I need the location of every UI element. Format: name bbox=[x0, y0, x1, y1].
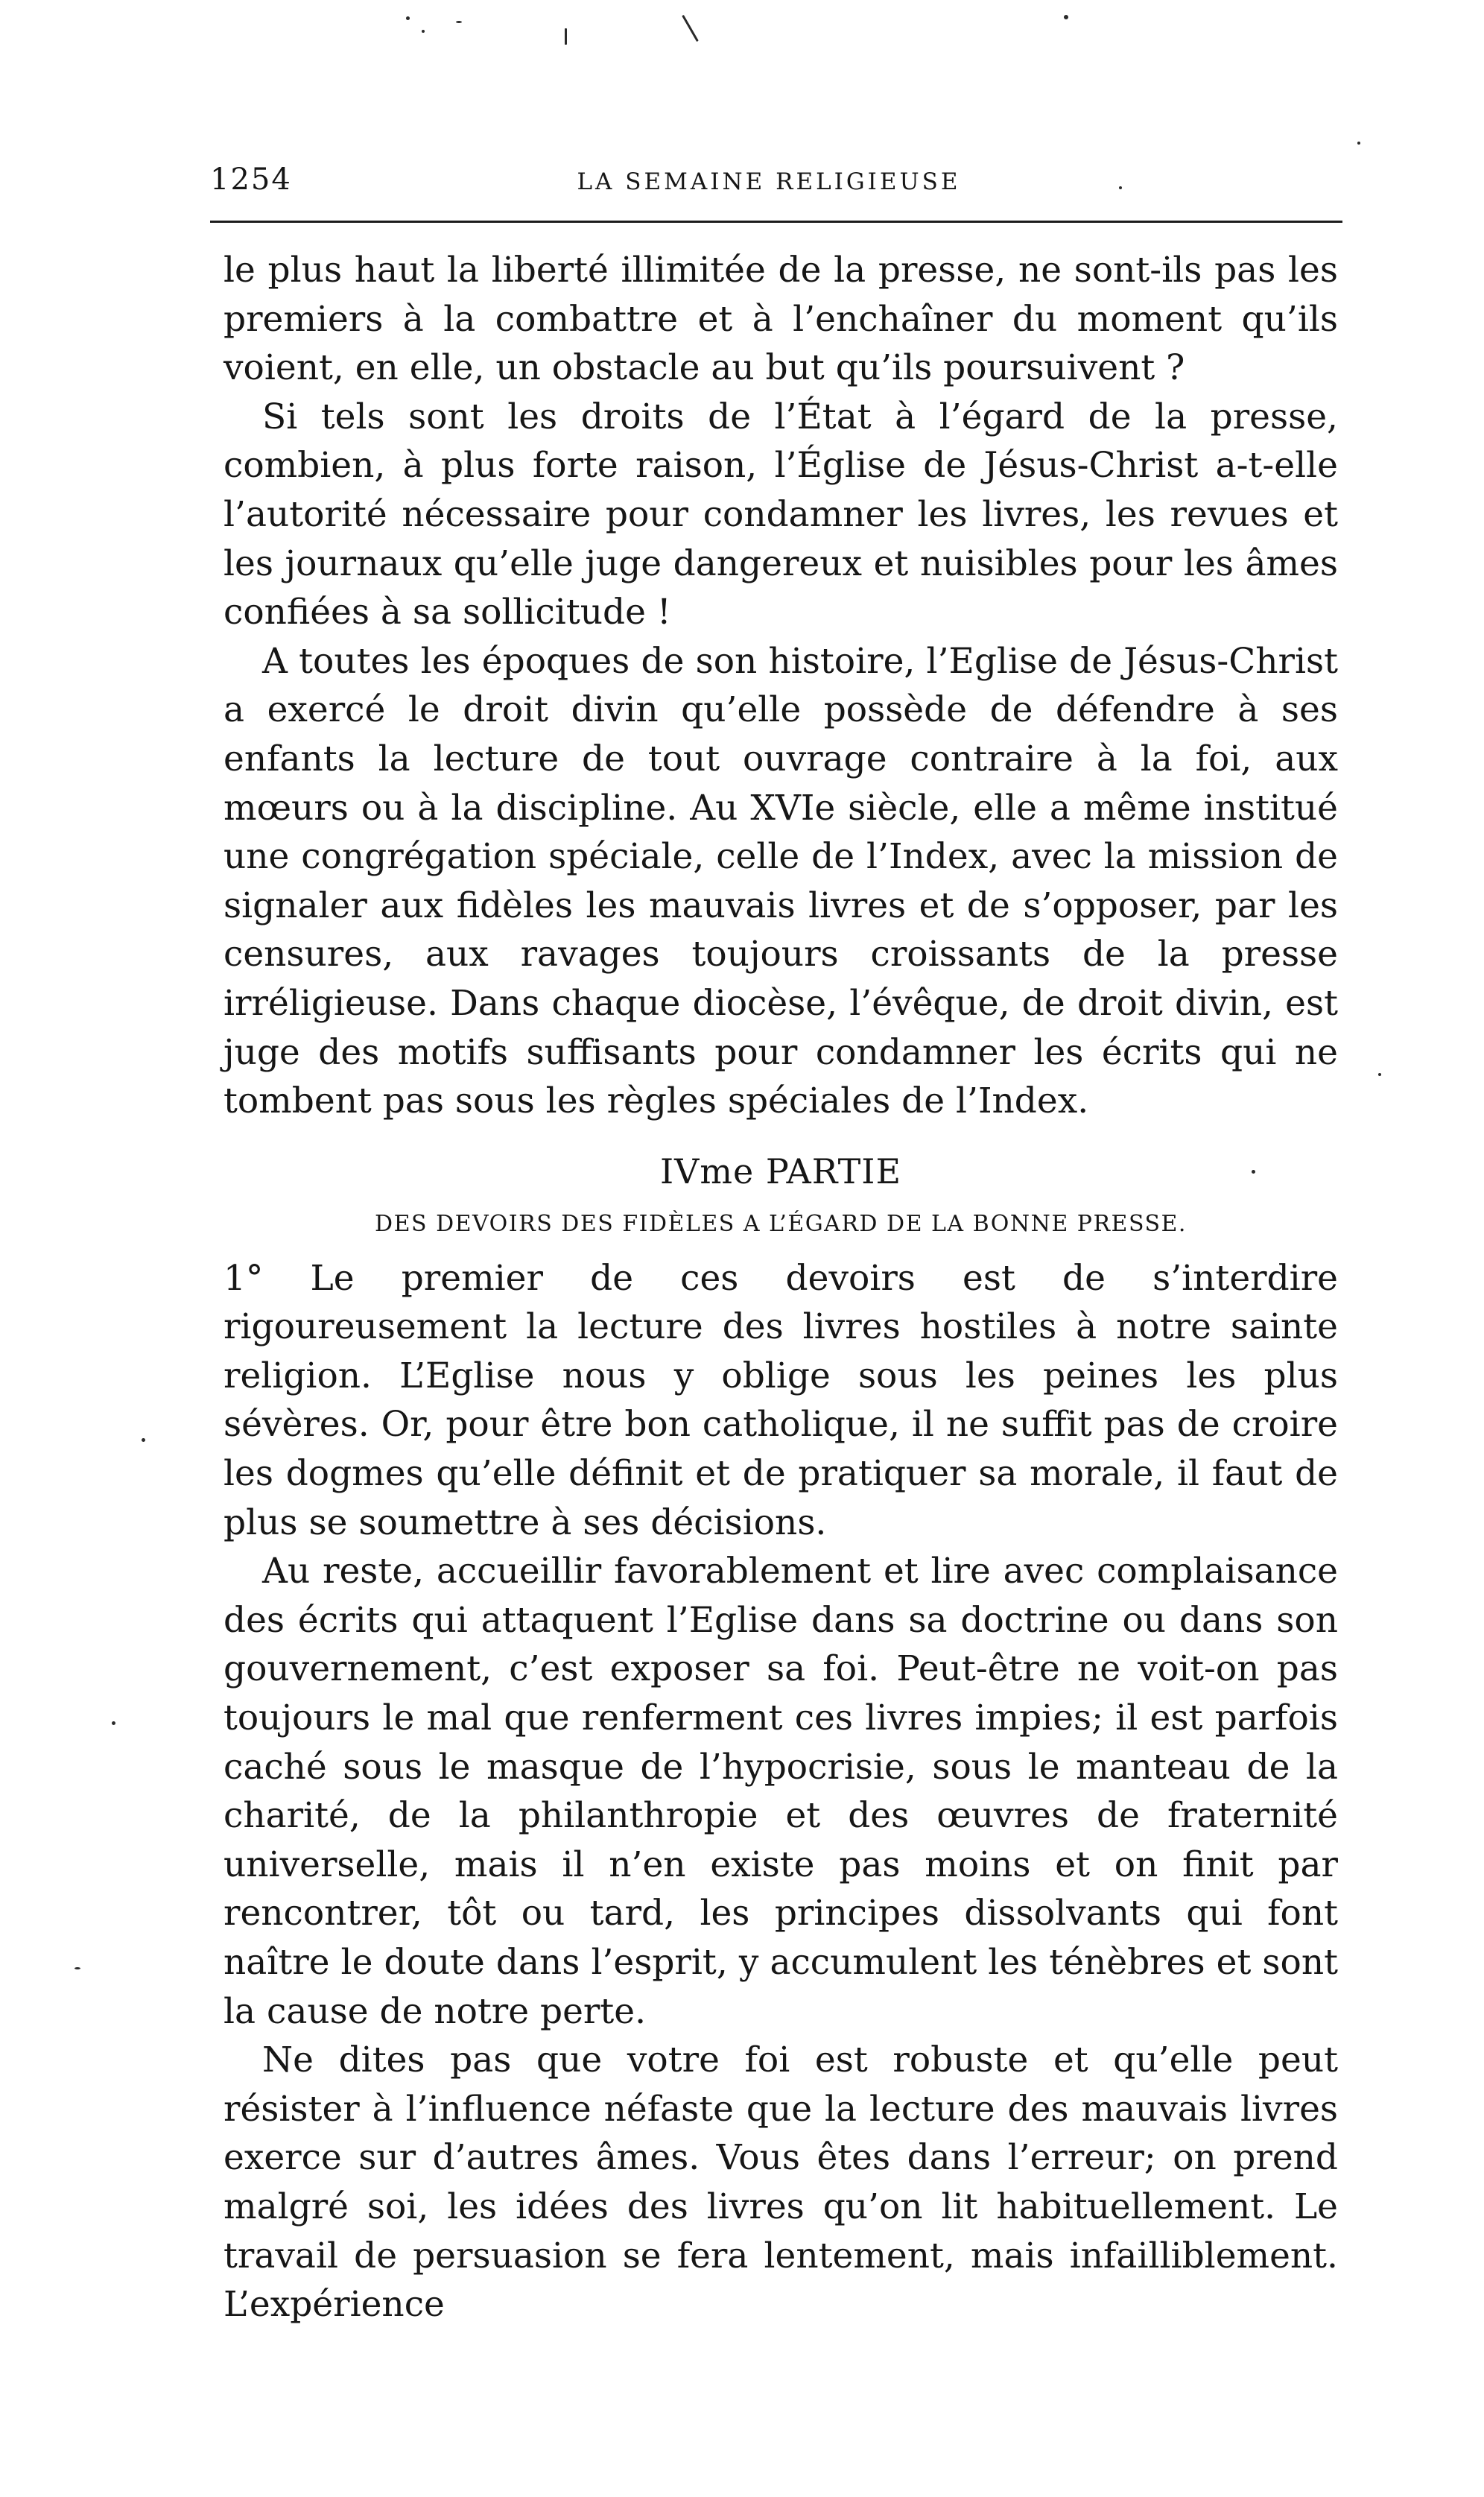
page-number: 1254 bbox=[210, 162, 292, 197]
scan-speck bbox=[74, 1967, 80, 1969]
scan-speck bbox=[1357, 142, 1360, 145]
scan-speck bbox=[1064, 15, 1068, 19]
section-title: IVme PARTIE bbox=[659, 1151, 902, 1191]
running-header bbox=[210, 156, 1328, 209]
body-text bbox=[223, 246, 1338, 2329]
section-subtitle: DES DEVOIRS DES FIDÈLES A L’ÉGARD DE LA BONNE PRESSE. bbox=[375, 1210, 1187, 1237]
scan-speck bbox=[565, 28, 567, 45]
scan-speck bbox=[456, 21, 462, 23]
running-title: LA SEMAINE RELIGIEUSE bbox=[577, 168, 961, 195]
paragraph: Ne dites pas que votre foi est robuste et qu’elle peut résister à l’influence néfaste que la lecture des mauvais livres exerce sur d’autres âmes. Vous êtes dans l’erreur; on prend malgré soi, les idées des livres qu’on lit habituellement. Le travail de persuasion se fera lentement, mais infailliblement. L’expérience bbox=[223, 2039, 1338, 2326]
scan-speck bbox=[406, 16, 410, 20]
header-rule bbox=[210, 221, 1342, 223]
paragraph: Si tels sont les droits de l’État à l’égard de la presse, combien, à plus forte raison, l’Église de Jésus-Christ a-t-elle l’autorité nécessaire pour condamner les livres, les revues et les journaux qu’elle juge dangereux et nuisibles pour les âmes confiées à sa sollicitude ! bbox=[223, 396, 1338, 633]
scan-speck bbox=[142, 1438, 145, 1442]
scan-speck bbox=[1378, 1073, 1381, 1076]
scan-speck bbox=[682, 15, 699, 42]
paragraph: Au reste, accueillir favorablement et lire avec complaisance des écrits qui attaquent l’Eglise dans sa doctrine ou dans son gouvernement, c’est exposer sa foi. Peut-être ne voit-on pas toujours le mal que renferment ces livres impies; il est parfois caché sous le masque de l’hypocrisie, sous le manteau de la charité, de la philanthropie et des œuvres de fraternité universelle, mais il n’en existe pas moins et on finit par rencontrer, tôt ou tard, les principes dissolvants qui font naître le doute dans l’esprit, y accumulent les ténèbres et sont la cause de notre perte. bbox=[223, 1551, 1338, 2032]
scan-speck bbox=[422, 30, 425, 33]
paragraph: A toutes les époques de son histoire, l’Eglise de Jésus-Christ a exercé le droit divin qu’elle possède de défendre à ses enfants la lecture de tout ouvrage contraire à la foi, aux mœurs ou à la discipline. Au XVIe siècle, elle a même institué une congrégation spéciale, celle de l’Index, avec la mission de signaler aux fidèles les mauvais livres et de s’opposer, par les censures, aux ravages toujours croissants de la presse irréligieuse. Dans chaque diocèse, l’évêque, de droit divin, est juge des motifs suffisants pour condamner les écrits qui ne tombent pas sous les règles spéciales de l’Index. bbox=[223, 640, 1338, 1122]
paragraph: le plus haut la liberté illimitée de la presse, ne sont-ils pas les premiers à la combattre et à l’enchaîner du moment qu’ils voient, en elle, un obstacle au but qu’ils poursuivent ? bbox=[223, 250, 1338, 389]
scan-speck bbox=[112, 1721, 115, 1725]
paragraph: 1° Le premier de ces devoirs est de s’interdire rigoureusement la lecture des livres hostiles à notre sainte religion. L’Eglise nous y oblige sous les peines les plus sévères. Or, pour être bon catholique, il ne suffit pas de croire les dogmes qu’elle définit et de pratiquer sa morale, il faut de plus se soumettre à ses décisions. bbox=[223, 1257, 1338, 1543]
